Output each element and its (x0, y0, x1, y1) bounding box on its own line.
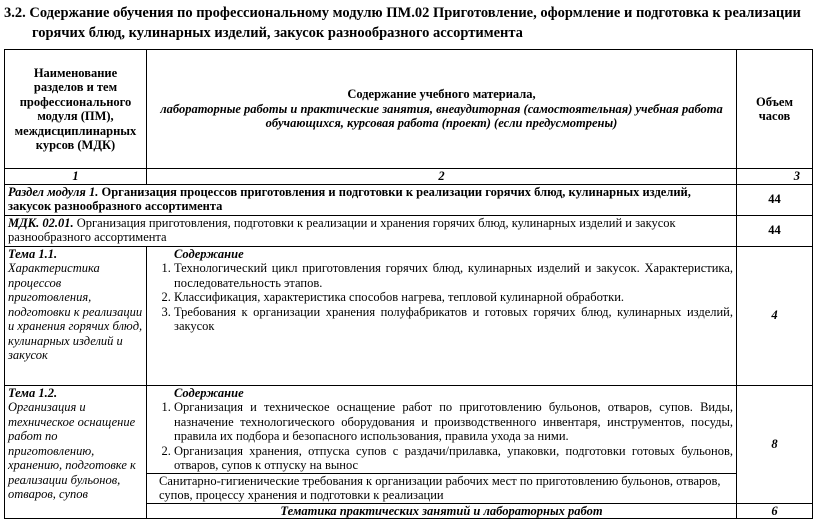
topic-1-row (5, 246, 813, 385)
topic-2-content-label: Содержание (174, 385, 244, 400)
topic-2-extra: Санитарно-гигиенические требования к организации рабочих мест по приготовлению бульонов, отваров, супов, процессу хранения и подготовки к реализации (147, 473, 736, 503)
topic-1-hours: 4 (737, 246, 813, 385)
topic-2-description: Организация и техническое оснащение работ по приготовлению, хранению, подготовке к реализации бульонов, отваров, супов (8, 400, 136, 501)
column-number-1: 1 (5, 169, 147, 185)
section-row (5, 184, 813, 215)
topic-1-item-2: 2. Классификация, характеристика способов нагрева, тепловой кулинарной обработки. (174, 290, 733, 305)
column-number-2: 2 (147, 169, 737, 185)
header-sections: Наименование разделов и тем профессионального модуля (ПМ), междисциплинарных курсов (МДК) (5, 50, 147, 169)
section-prefix: Раздел модуля 1. (8, 184, 99, 199)
column-number-row (5, 169, 813, 185)
header-content-title: Содержание учебного материала, (347, 87, 536, 102)
section-title (5, 184, 737, 215)
topic-2-hours: 8 (737, 385, 813, 503)
topic-2-item-1: 1. Организация и техническое оснащение работ по приготовлению бульонов, отваров, супов. Виды, назначение технологического оборудования и производственного инвентаря, инструментов, посуды, правила их подбора и безопасного использования, правила ухода за ними. (174, 400, 733, 444)
topic-2-title: Тема 1.2. (8, 385, 58, 400)
topic-1-item-1: 1. Технологический цикл приготовления горячих блюд, кулинарных изделий и закусок. Характеристика, последовательность этапов. (174, 261, 733, 290)
topic-1-items (150, 261, 733, 334)
section-text: Организация процессов приготовления и подготовки к реализации горячих блюд, кулинарных изделий, закусок разнообразного ассортимента (8, 184, 691, 213)
topic-1-name (5, 246, 147, 385)
topic-1-title: Тема 1.1. (8, 246, 58, 261)
curriculum-table (4, 49, 813, 519)
table-header-row (5, 50, 813, 169)
practice-label: Тематика практических занятий и лабораторных работ (147, 503, 737, 519)
topic-1-description: Характеристика процессов приготовления, подготовки к реализации и хранения горячих блюд, кулинарных изделий и закусок (8, 261, 143, 362)
section-heading (4, 3, 812, 43)
mdk-title (5, 215, 737, 246)
mdk-prefix: МДК. 02.01. (8, 215, 74, 230)
topic-2-content (147, 385, 737, 503)
topic-2-item-2: 2. Организация хранения, отпуска супов с раздачи/прилавка, упаковки, подготовки готовых бульонов, отваров, супов к отпуску на вынос (174, 444, 733, 473)
mdk-row (5, 215, 813, 246)
mdk-text: Организация приготовления, подготовки к реализации и хранения горячих блюд, кулинарных изделий и закусок разнообразного ассортимента (8, 215, 676, 244)
heading-line-2: горячих блюд, кулинарных изделий, закусок разнообразного ассортимента (32, 25, 523, 41)
practice-hours: 6 (737, 503, 813, 519)
topic-1-content (147, 246, 737, 385)
column-number-3: 3 (737, 169, 813, 185)
topic-2-row (5, 385, 813, 503)
topic-2-name (5, 385, 147, 519)
section-hours: 44 (737, 184, 813, 215)
header-content-subtitle: лабораторные работы и практические занятия, внеаудиторная (самостоятельная) учебная работа обучающихся, курсовая работа (проект) (если предусмотрены) (160, 101, 723, 131)
topic-1-item-3: 3. Требования к организации хранения полуфабрикатов и готовых горячих блюд, кулинарных изделий, закусок (174, 305, 733, 334)
mdk-hours: 44 (737, 215, 813, 246)
topic-2-items (150, 400, 733, 473)
heading-line-1: 3.2. Содержание обучения по профессиональному модулю ПМ.02 Приготовление, оформление и подготовка к реализации (4, 5, 801, 21)
header-content (147, 50, 737, 169)
topic-1-content-label: Содержание (174, 246, 244, 261)
header-hours: Объем часов (737, 50, 813, 169)
